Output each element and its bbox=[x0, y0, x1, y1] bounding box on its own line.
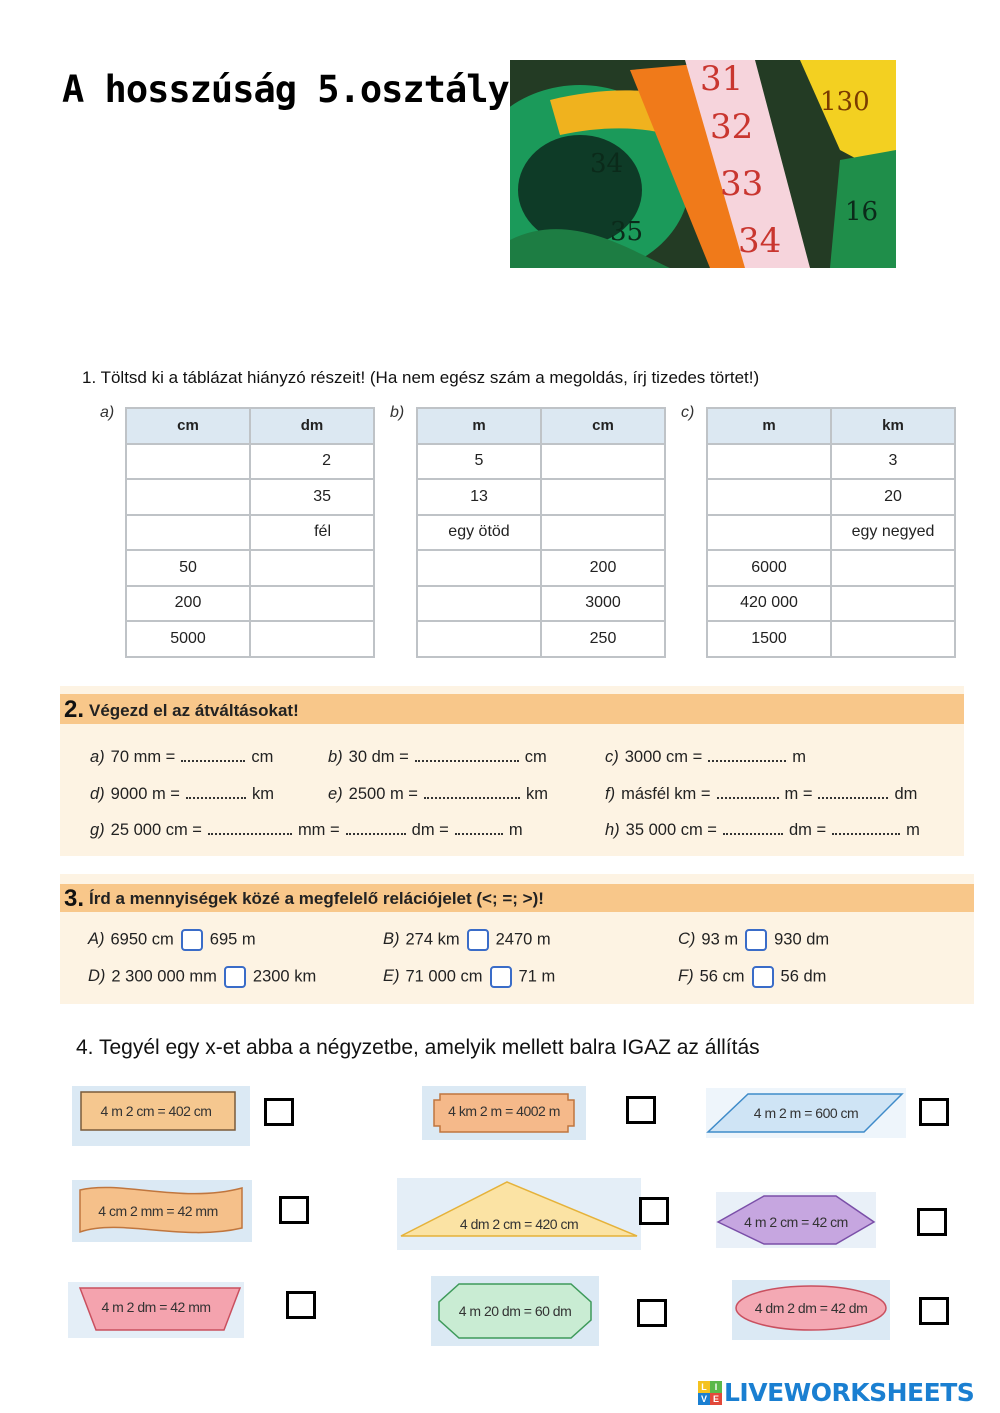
table-a-label: a) bbox=[100, 404, 115, 421]
task1-instruction: 1. Töltsd ki a táblázat hiányzó részeit! (Ha nem egész szám a megoldás, írj tizedes törtet!) bbox=[82, 368, 760, 387]
statement-text: 4 m 2 cm = 402 cm bbox=[100, 1103, 212, 1119]
answer-blank[interactable] bbox=[708, 750, 786, 762]
svg-text:32: 32 bbox=[710, 107, 754, 147]
statement-card-7 bbox=[68, 1282, 244, 1338]
answer-blank[interactable] bbox=[186, 787, 246, 799]
answer-blank[interactable] bbox=[723, 823, 783, 835]
answer-cell[interactable] bbox=[831, 550, 955, 586]
answer-cell[interactable] bbox=[541, 515, 665, 551]
conversion-a: a) 70 mm = cm bbox=[90, 748, 274, 766]
svg-text:31: 31 bbox=[700, 60, 744, 99]
table-cell: 2 bbox=[250, 444, 374, 480]
answer-blank[interactable] bbox=[818, 787, 888, 799]
true-checkbox[interactable] bbox=[919, 1297, 949, 1325]
table-cell: 50 bbox=[126, 550, 250, 586]
table-b bbox=[416, 407, 666, 658]
table-cell: 3000 bbox=[541, 586, 665, 622]
statement-text: 4 dm 2 cm = 420 cm bbox=[459, 1216, 579, 1232]
true-checkbox[interactable] bbox=[264, 1098, 294, 1126]
measuring-tape-illustration bbox=[510, 60, 896, 268]
svg-text:34: 34 bbox=[738, 221, 782, 261]
statement-card-8 bbox=[431, 1276, 599, 1346]
table-header: cm bbox=[541, 408, 665, 444]
answer-cell[interactable] bbox=[707, 444, 831, 480]
statement-card-9 bbox=[732, 1280, 890, 1340]
measuring-tape-image bbox=[510, 60, 896, 268]
answer-blank[interactable] bbox=[455, 823, 503, 835]
table-header: cm bbox=[126, 408, 250, 444]
answer-cell[interactable] bbox=[250, 586, 374, 622]
svg-text:34: 34 bbox=[590, 149, 624, 179]
relation-E: E) 71 000 cm 71 m bbox=[383, 966, 555, 988]
answer-cell[interactable] bbox=[541, 444, 665, 480]
conversion-f: f) másfél km = m = dm bbox=[605, 785, 918, 803]
relation-B: B) 274 km 2470 m bbox=[383, 929, 551, 951]
relation-C: C) 93 m 930 dm bbox=[678, 929, 829, 951]
answer-cell[interactable] bbox=[831, 621, 955, 657]
table-header: m bbox=[417, 408, 541, 444]
answer-cell[interactable] bbox=[707, 515, 831, 551]
conversion-h: h) 35 000 cm = dm = m bbox=[605, 821, 920, 839]
task3-number: 3. bbox=[64, 885, 85, 912]
table-cell: 1500 bbox=[707, 621, 831, 657]
relation-input[interactable] bbox=[752, 966, 774, 988]
table-cell: fél bbox=[250, 515, 374, 551]
statement-text: 4 m 2 cm = 42 cm bbox=[744, 1214, 848, 1230]
task3-panel bbox=[60, 874, 974, 1004]
answer-blank[interactable] bbox=[424, 787, 520, 799]
answer-blank[interactable] bbox=[346, 823, 406, 835]
table-cell: 5000 bbox=[126, 621, 250, 657]
table-cell: 3 bbox=[831, 444, 955, 480]
statement-text: 4 cm 2 mm = 42 mm bbox=[98, 1203, 218, 1219]
svg-text:130: 130 bbox=[820, 87, 870, 117]
statement-card-4 bbox=[72, 1180, 252, 1242]
answer-blank[interactable] bbox=[832, 823, 900, 835]
conversion-c: c) 3000 cm = m bbox=[605, 748, 807, 766]
relation-input[interactable] bbox=[490, 966, 512, 988]
relation-D: D) 2 300 000 mm 2300 km bbox=[88, 966, 316, 988]
table-cell: 5 bbox=[417, 444, 541, 480]
statement-card-2 bbox=[422, 1086, 586, 1140]
table-cell: 6000 bbox=[707, 550, 831, 586]
true-checkbox[interactable] bbox=[637, 1299, 667, 1327]
table-cell: egy ötöd bbox=[417, 515, 541, 551]
answer-cell[interactable] bbox=[126, 444, 250, 480]
table-cell: 420 000 bbox=[707, 586, 831, 622]
answer-blank[interactable] bbox=[208, 823, 292, 835]
true-checkbox[interactable] bbox=[917, 1208, 947, 1236]
answer-blank[interactable] bbox=[415, 750, 519, 762]
true-checkbox[interactable] bbox=[286, 1291, 316, 1319]
statement-text: 4 km 2 m = 4002 m bbox=[448, 1103, 560, 1119]
table-cell: 200 bbox=[126, 586, 250, 622]
statement-card-1 bbox=[72, 1086, 250, 1146]
table-header: m bbox=[707, 408, 831, 444]
svg-text:35: 35 bbox=[610, 217, 644, 247]
task2-panel bbox=[60, 686, 964, 856]
true-checkbox[interactable] bbox=[919, 1098, 949, 1126]
answer-cell[interactable] bbox=[126, 515, 250, 551]
table-c-label: c) bbox=[681, 404, 695, 421]
conversion-b: b) 30 dm = cm bbox=[328, 748, 547, 766]
table-cell: egy negyed bbox=[831, 515, 955, 551]
true-checkbox[interactable] bbox=[639, 1197, 669, 1225]
statement-card-3 bbox=[706, 1088, 906, 1138]
table-cell: 13 bbox=[417, 479, 541, 515]
task2-number: 2. bbox=[64, 696, 85, 723]
conversion-e: e) 2500 m = km bbox=[328, 785, 548, 803]
relation-input[interactable] bbox=[467, 929, 489, 951]
table-cell: 200 bbox=[541, 550, 665, 586]
answer-cell[interactable] bbox=[126, 479, 250, 515]
table-cell: 250 bbox=[541, 621, 665, 657]
relation-input[interactable] bbox=[181, 929, 203, 951]
answer-cell[interactable] bbox=[831, 586, 955, 622]
relation-input[interactable] bbox=[224, 966, 246, 988]
statement-card-5 bbox=[397, 1178, 641, 1250]
liveworksheets-logo bbox=[698, 1378, 974, 1407]
answer-cell[interactable] bbox=[417, 621, 541, 657]
true-checkbox[interactable] bbox=[626, 1096, 656, 1124]
table-c bbox=[706, 407, 956, 658]
answer-cell[interactable] bbox=[250, 550, 374, 586]
table-cell: 35 bbox=[250, 479, 374, 515]
brand-name: LIVEWORKSHEETS bbox=[724, 1378, 975, 1407]
triangle-shape bbox=[397, 1178, 641, 1250]
task2-title: Végezd el az átváltásokat! bbox=[89, 701, 299, 720]
table-header: dm bbox=[250, 408, 374, 444]
statement-text: 4 m 2 dm = 42 mm bbox=[101, 1299, 211, 1315]
answer-cell[interactable] bbox=[417, 550, 541, 586]
task3-title: Írd a mennyiségek közé a megfelelő relációjelet (<; =; >)! bbox=[89, 889, 544, 908]
liveworksheets-icon: L I V E bbox=[698, 1381, 722, 1405]
answer-blank[interactable] bbox=[717, 787, 779, 799]
relation-A: A) 6950 cm 695 m bbox=[88, 929, 256, 951]
svg-text:33: 33 bbox=[720, 164, 764, 204]
table-cell: 20 bbox=[831, 479, 955, 515]
statement-text: 4 dm 2 dm = 42 dm bbox=[754, 1300, 868, 1316]
answer-cell[interactable] bbox=[250, 621, 374, 657]
page-title: A hosszúság 5.osztály bbox=[62, 68, 509, 111]
answer-cell[interactable] bbox=[541, 479, 665, 515]
answer-cell[interactable] bbox=[707, 479, 831, 515]
table-b-label: b) bbox=[390, 404, 405, 421]
statement-text: 4 m 2 m = 600 cm bbox=[753, 1105, 859, 1121]
table-header: km bbox=[831, 408, 955, 444]
statement-text: 4 m 20 dm = 60 dm bbox=[458, 1303, 572, 1319]
conversion-g: g) 25 000 cm = mm = dm = m bbox=[90, 821, 523, 839]
answer-blank[interactable] bbox=[181, 750, 245, 762]
conversion-d: d) 9000 m = km bbox=[90, 785, 274, 803]
table-a bbox=[125, 407, 375, 658]
relation-F: F) 56 cm 56 dm bbox=[678, 966, 826, 988]
answer-cell[interactable] bbox=[417, 586, 541, 622]
task4-instruction: 4. Tegyél egy x-et abba a négyzetbe, amelyik mellett balra IGAZ az állítás bbox=[76, 1036, 760, 1059]
true-checkbox[interactable] bbox=[279, 1196, 309, 1224]
relation-input[interactable] bbox=[745, 929, 767, 951]
svg-text:16: 16 bbox=[845, 197, 879, 227]
statement-card-6 bbox=[716, 1192, 876, 1248]
